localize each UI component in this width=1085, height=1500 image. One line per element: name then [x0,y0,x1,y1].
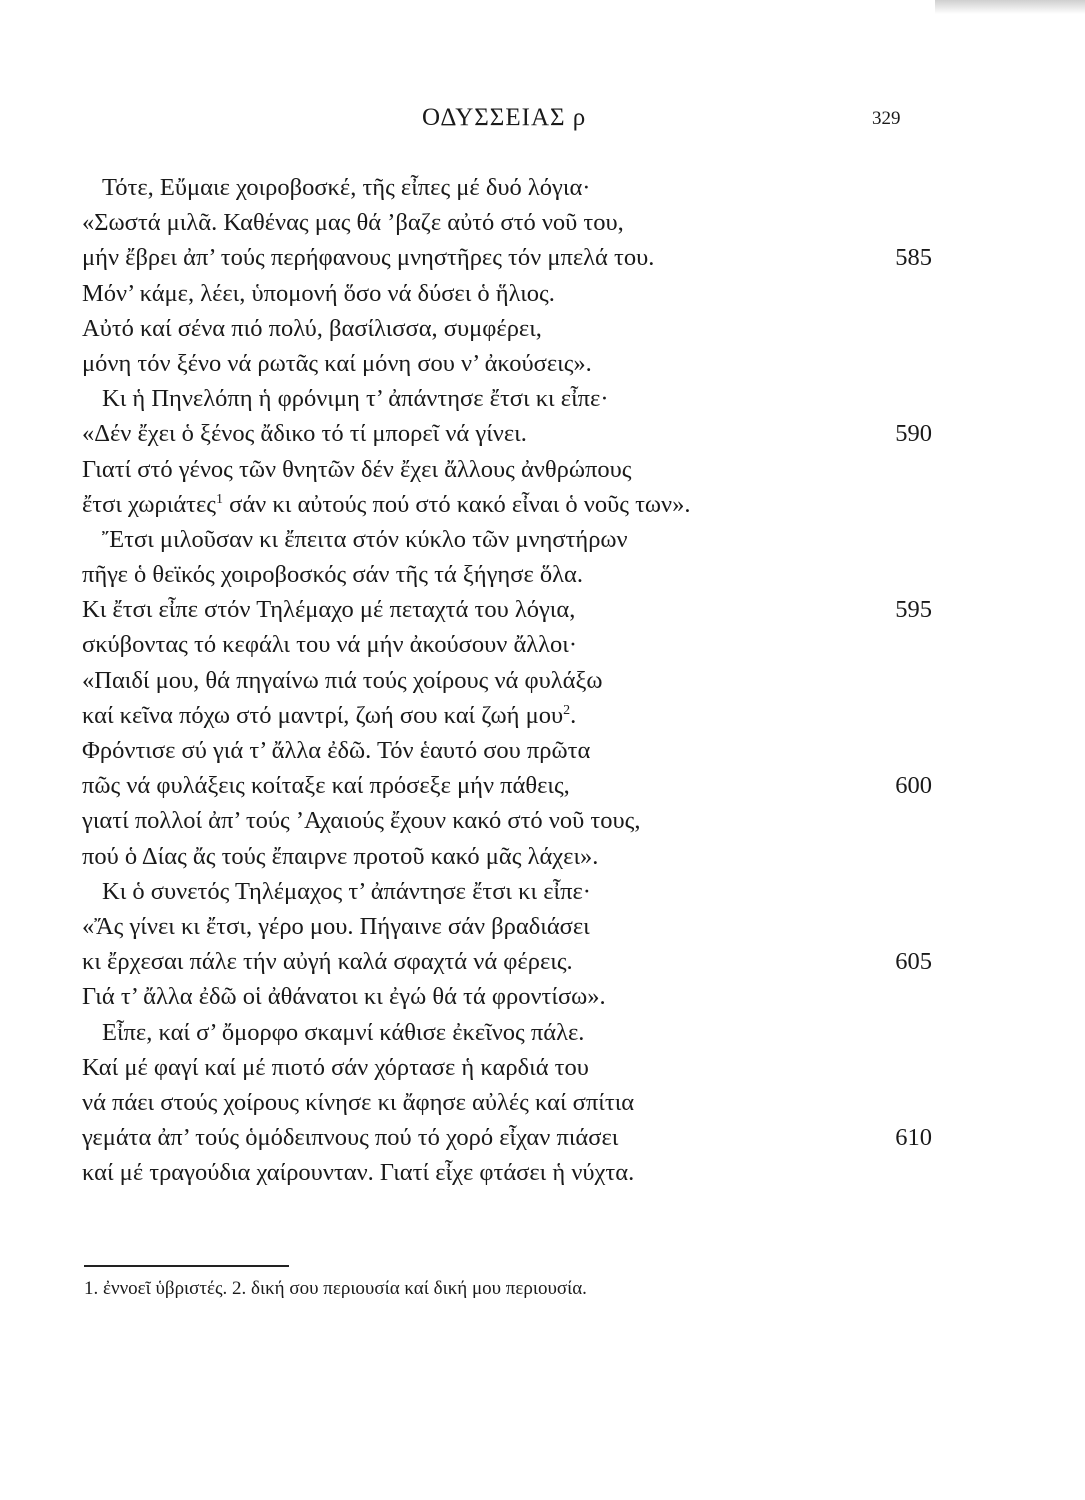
verse-text-main: «Παιδί μου, θά πηγαίνω πιά τούς χοίρους νά φυλάξω [82,666,603,694]
verse-text [82,733,590,768]
verse-text-main: Κι ἡ Πηνελόπη ἡ φρόνιμη τ’ ἀπάντησε ἔτσι κι εἶπε· [102,385,609,413]
verse-text [82,416,527,451]
verse-text-main: «Ἄς γίνει κι ἔτσι, γέρο μου. Πήγαινε σάν βραδιάσει [82,912,590,940]
verse-text-main: μόνη τόν ξένο νά ρωτᾶς καί μόνη σου ν’ ἀκούσεις». [82,349,592,377]
verse-text [82,240,654,275]
verse-line [82,839,942,874]
verse-text [82,768,570,803]
verse-text-main: Μόν’ κάμε, λέει, ὑπομονή ὅσο νά δύσει ὁ ἥλιος. [82,279,555,307]
verse-line [82,240,942,275]
verse-text-main: «Δέν ἔχει ὁ ξένος ἄδικο τό τί μπορεῖ νά γίνει. [82,420,527,448]
verse-text-continuation: σάν κι αὐτούς πού στό κακό εἶναι ὁ νοῦς των». [223,490,691,518]
verse-text [82,1120,618,1155]
verse-line [82,979,942,1014]
verse-text [82,803,640,838]
verse-line [82,1050,942,1085]
verse-line [82,170,942,205]
verse-text-main: νά πάει στούς χοίρους κίνησε κι ἄφησε αὐλές καί σπίτια [82,1088,635,1116]
verse-text-main: Αὐτό καί σένα πιό πολύ, βασίλισσα, συμφέρει, [82,314,542,342]
verse-line [82,698,942,733]
verse-line-number: 595 [895,596,932,624]
verse-text-continuation: . [570,701,577,729]
verse-text [82,698,576,733]
verse-text-main: καί κεῖνα πόχω στό μαντρί, ζωή σου καί ζωή μου [82,701,564,729]
verse-text [82,170,590,205]
footnotes: 1. ἐννοεῖ ὑβριστές. 2. δική σου περιουσία καί δική μου περιουσία. [84,1278,587,1299]
verse-line [82,487,942,522]
scan-edge-shadow [935,0,1085,14]
verse-text [82,874,591,909]
verse-text-main: Γιά τ’ ἄλλα ἐδῶ οἱ ἀθάνατοι κι ἐγώ θά τά φροντίσω». [82,983,606,1011]
verse-text [82,311,542,346]
verse-text-main: Γιατί στό γένος τῶν θνητῶν δέν ἔχει ἄλλους ἀνθρώπους [82,455,632,483]
verse-line-number: 605 [895,948,932,976]
verse-line [82,346,942,381]
verse-line [82,276,942,311]
verse-text-main: μήν ἔβρει ἀπ’ τούς περήφανους μνηστῆρες τόν μπελά του. [82,244,655,272]
verse-line [82,909,942,944]
verse-text-main: ἔτσι χωριάτες [82,490,217,518]
verse-text-main: καί μέ τραγούδια χαίρουνταν. Γιατί εἶχε φτάσει ἡ νύχτα. [82,1159,635,1187]
verse-line [82,311,942,346]
verse-line [82,592,942,627]
verse-line [82,557,942,592]
verse-text-main: Φρόντισε σύ γιά τ’ ἄλλα ἐδῶ. Τόν ἑαυτό σου πρῶτα [82,737,591,764]
verse-text [82,276,555,311]
running-title: ΟΔΥΣΣΕΙΑΣ ρ [422,104,587,131]
verse-text [82,839,598,874]
verse-text [82,557,583,592]
verse-text-main: «Σωστά μιλᾶ. Καθένας μας θά ’βαζε αὐτό στό νοῦ του, [82,209,624,237]
verse-text [82,381,608,416]
verse-text [82,1050,589,1085]
verse-text [82,522,628,557]
verse-text [82,487,691,522]
verse-text-main: Τότε, Εὔμαιε χοιροβοσκέ, τῆς εἶπες μέ δυό λόγια· [102,174,591,201]
verse-text-main: Εἶπε, καί σ’ ὄμορφο σκαμνί κάθισε ἐκεῖνος πάλε. [102,1018,585,1046]
verse-line-number: 610 [895,1124,932,1152]
verse-line [82,452,942,487]
verse-line-number: 600 [895,772,932,800]
verse-text-main: Κι ὁ συνετός Τηλέμαχος τ’ ἀπάντησε ἔτσι κι εἶπε· [102,877,591,905]
poem-text [82,170,942,1190]
verse-line [82,627,942,662]
verse-line [82,1120,942,1155]
verse-line [82,663,942,698]
verse-text [82,205,624,240]
verse-text [82,1085,634,1120]
verse-line-number: 585 [895,244,932,272]
footnote-marker: 2 [563,702,571,718]
verse-line [82,944,942,979]
verse-line [82,874,942,909]
verse-line [82,1155,942,1190]
verse-text [82,592,575,627]
verse-line [82,768,942,803]
verse-line [82,416,942,451]
verse-text-main: σκύβοντας τό κεφάλι του νά μήν ἀκούσουν ἄλλοι· [82,631,578,659]
verse-text [82,944,573,979]
footnote-marker: 1 [216,491,224,507]
footnote-divider [84,1265,289,1267]
verse-text-main: Ἔτσι μιλοῦσαν κι ἔπειτα στόν κύκλο τῶν μνηστήρων [102,525,628,553]
verse-text-main: Κι ἔτσι εἶπε στόν Τηλέμαχο μέ πεταχτά του λόγια, [82,596,576,624]
verse-text-main: πού ὁ Δίας ἄς τούς ἔπαιρνε προτοῦ κακό μᾶς λάχει». [82,842,599,870]
verse-text [82,909,590,944]
verse-line [82,205,942,240]
verse-text [82,979,606,1014]
verse-text-main: κι ἔρχεσαι πάλε τήν αὐγή καλά σφαχτά νά φέρεις. [82,948,573,976]
page-number: 329 [872,108,901,129]
verse-line-number: 590 [895,420,932,448]
verse-text [82,1015,584,1050]
verse-text-main: γιατί πολλοί ἀπ’ τούς ’Αχαιούς ἔχουν κακό στό νοῦ τους, [82,807,641,835]
verse-text [82,627,577,662]
verse-text-main: γεμάτα ἀπ’ τούς ὁμόδειπνους πού τό χορό εἶχαν πιάσει [82,1124,619,1152]
verse-text [82,663,603,698]
verse-text [82,452,631,487]
verse-line [82,1085,942,1120]
verse-line [82,803,942,838]
verse-line [82,1015,942,1050]
verse-text [82,346,592,381]
verse-line [82,522,942,557]
verse-text [82,1155,634,1190]
verse-text-main: Καί μέ φαγί καί μέ πιοτό σάν χόρτασε ἡ καρδιά του [82,1053,589,1081]
verse-line [82,733,942,768]
verse-text-main: πῶς νά φυλάξεις κοίταξε καί πρόσεξε μήν πάθεις, [82,772,570,800]
verse-line [82,381,942,416]
verse-text-main: πῆγε ὁ θεϊκός χοιροβοσκός σάν τῆς τά ξήγησε ὅλα. [82,561,583,589]
